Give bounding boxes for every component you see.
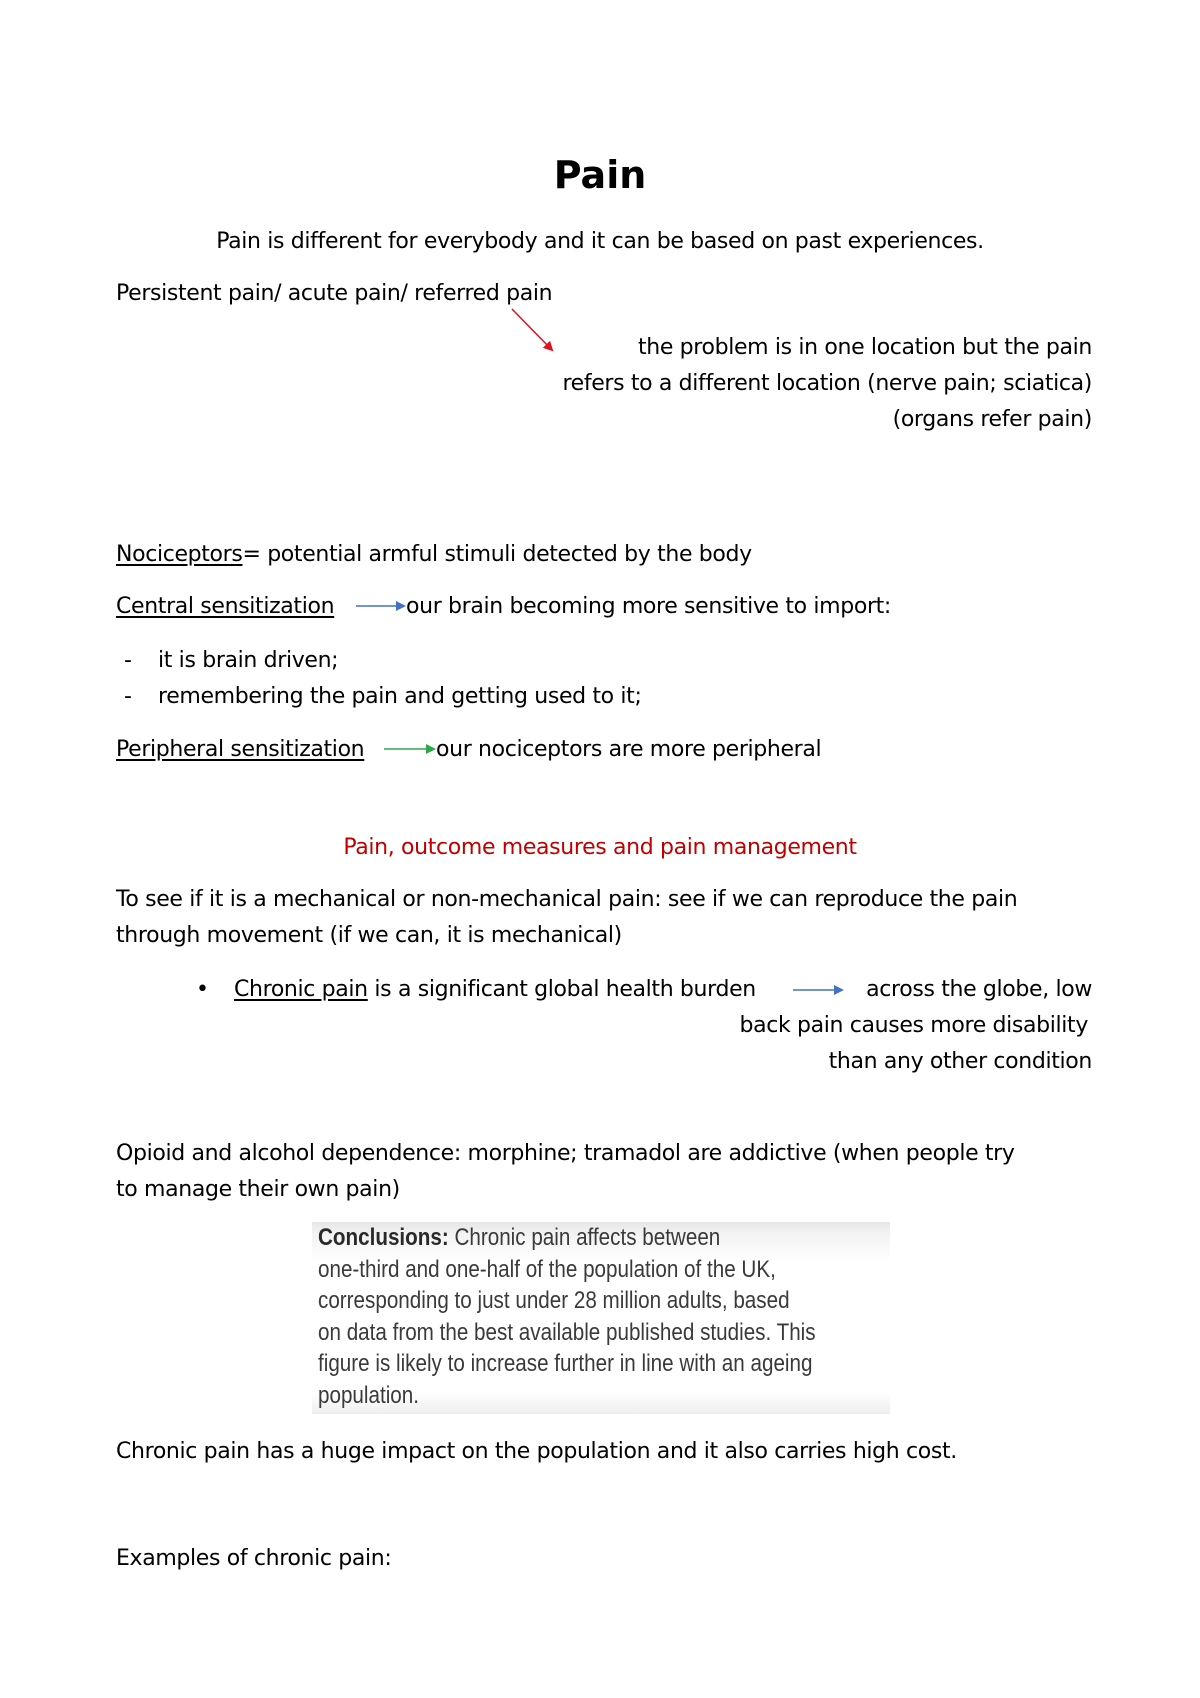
- chronic-pain-term: Chronic pain: [234, 977, 368, 1002]
- chronic-effect-line-1: across the globe, low: [866, 977, 1092, 1002]
- referred-note-line-2: refers to a different location (nerve pain; sciatica): [562, 371, 1092, 396]
- dash-bullet-1: -: [124, 648, 132, 673]
- conclusions-line-1-text: Chronic pain affects between: [448, 1224, 721, 1251]
- section-heading: Pain, outcome measures and pain management: [343, 835, 857, 860]
- referred-note-line-3: (organs refer pain): [892, 407, 1092, 432]
- chronic-pain-rest: is a significant global health burden: [367, 977, 756, 1002]
- conclusions-line-6: population.: [318, 1381, 419, 1409]
- nociceptors-definition: = potential armful stimuli detected by the body: [242, 542, 752, 567]
- pain-types: Persistent pain/ acute pain/ referred pain: [116, 281, 553, 306]
- chronic-effect-line-3: than any other condition: [828, 1049, 1092, 1074]
- central-sensitization-definition: our brain becoming more sensitive to import:: [406, 594, 891, 619]
- impact-line: Chronic pain has a huge impact on the population and it also carries high cost.: [116, 1439, 957, 1464]
- opioid-para-line-2: to manage their own pain): [116, 1177, 400, 1202]
- peripheral-sensitization-term: Peripheral sensitization: [116, 737, 365, 762]
- conclusions-text: [318, 1222, 816, 1411]
- conclusions-line-3: corresponding to just under 28 million adults, based: [318, 1287, 790, 1314]
- central-bullet-1: it is brain driven;: [158, 648, 339, 673]
- nociceptors-line: [116, 541, 752, 569]
- mechanical-para-line-1: To see if it is a mechanical or non-mechanical pain: see if we can reproduce the pain: [116, 887, 1018, 912]
- intro-line: Pain is different for everybody and it can be based on past experiences.: [216, 229, 984, 254]
- red-diagonal-arrow-icon: [512, 309, 552, 350]
- dash-bullet-2: -: [124, 684, 132, 709]
- conclusions-line-2: one-third and one-half of the population of the UK,: [318, 1255, 776, 1283]
- nociceptors-term: Nociceptors: [116, 542, 243, 567]
- conclusions-line-5: figure is likely to increase further in line with an ageing: [318, 1350, 813, 1377]
- examples-heading: Examples of chronic pain:: [116, 1546, 392, 1571]
- referred-note-line-1: the problem is in one location but the pain: [637, 335, 1092, 360]
- central-sensitization-term: Central sensitization: [116, 594, 335, 619]
- opioid-para-line-1: Opioid and alcohol dependence: morphine; tramadol are addictive (when people try: [116, 1141, 1015, 1166]
- conclusions-line-4: on data from the best available published studies. This: [318, 1318, 816, 1346]
- chronic-pain-line: [234, 976, 756, 1004]
- peripheral-sensitization-definition: our nociceptors are more peripheral: [436, 737, 822, 762]
- peripheral-sensitization-term-line: [116, 736, 364, 764]
- central-sensitization-term-line: [116, 593, 334, 621]
- mechanical-para-line-2: through movement (if we can, it is mechanical): [116, 923, 622, 948]
- central-bullet-2: remembering the pain and getting used to it;: [158, 684, 642, 709]
- chronic-effect-line-2: back pain causes more disability: [739, 1013, 1088, 1038]
- bullet-dot-icon: •: [196, 977, 209, 1002]
- conclusions-excerpt-image: [312, 1222, 890, 1414]
- conclusions-line-1: [318, 1222, 810, 1254]
- page-title: Pain: [553, 153, 647, 197]
- conclusions-label: Conclusions:: [318, 1224, 449, 1251]
